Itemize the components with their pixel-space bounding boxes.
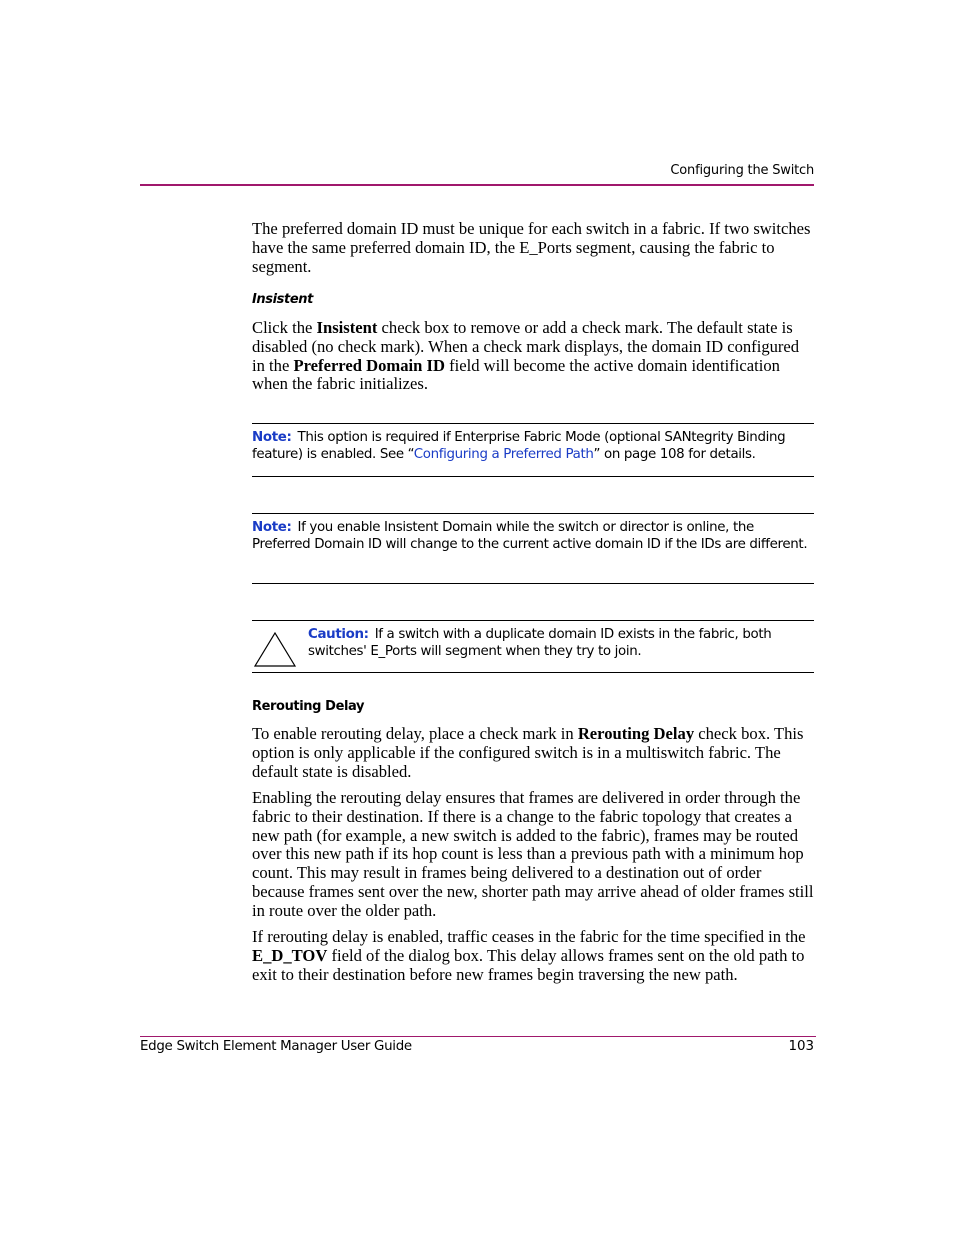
text-run: check box. This option is only applicable if the configured switch is in a multiswitch fabric. The default state is disabled. <box>252 724 804 781</box>
text-run: If a switch with a duplicate domain ID exists in the fabric, both switches' E_Ports will segment when they try to join. <box>308 627 772 659</box>
bold-term-rerouting-delay: Rerouting Delay <box>577 724 695 743</box>
note-label: Note: <box>252 430 292 445</box>
footer-guide-title: Edge Switch Element Manager User Guide <box>140 1039 412 1054</box>
text-run: field of the dialog box. This delay allows frames sent on the old path to exit to their destination before new frames begin traversing the new path. <box>252 945 805 984</box>
rerouting-paragraph-1 <box>252 725 814 781</box>
intro-paragraph: The preferred domain ID must be unique for each switch in a fabric. If two switches have the same preferred domain ID, the E_Ports segment, causing the fabric to segment. <box>252 219 811 276</box>
text-run: If you enable Insistent Domain while the switch or director is online, the Preferred Domain ID will change to the current active domain ID if the IDs are different. <box>252 520 808 552</box>
footer-rule <box>140 1036 816 1037</box>
text-run: check box to remove or add a check mark. The default state is disabled (no check mark). When a check mark displays, the domain ID configured in the <box>252 318 800 375</box>
text-run: Click the <box>252 318 317 337</box>
note-1-text <box>252 429 814 463</box>
text-run: field will become the active domain identification when the fabric initializes. <box>252 355 780 394</box>
note-2-text <box>252 519 814 553</box>
bold-term-ed-tov: E_D_TOV <box>252 945 328 965</box>
text-run: ” on page 108 for details. <box>593 447 756 462</box>
note-box-1 <box>252 423 814 477</box>
running-header: Configuring the Switch <box>670 163 814 178</box>
caution-text <box>308 626 814 660</box>
rerouting-paragraph-3-block <box>252 928 814 984</box>
text-run: If rerouting delay is enabled, traffic ceases in the fabric for the time specified in the <box>252 927 806 946</box>
caution-label: Caution: <box>308 627 369 642</box>
rerouting-delay-heading: Rerouting Delay <box>252 699 365 714</box>
rerouting-paragraph-2: Enabling the rerouting delay ensures that frames are delivered in order through the fabric to their destination. If there is a change to the fabric topology that creates a new path (for example, a new switch is added to the fabric), frames may be routed over this new path if its hop count is less than a previous path with a minimum hop count. This may result in frames being delivered to a destination out of order because frames sent over the new, shorter path may arrive ahead of older frames still in route over the older path. <box>252 788 814 920</box>
intro-paragraph-block <box>252 220 814 276</box>
text-run: This option is required if Enterprise Fabric Mode (optional SANtegrity Binding feature) is enabled. See “ <box>252 430 786 462</box>
insistent-paragraph <box>252 319 814 394</box>
insistent-heading: Insistent <box>252 292 313 307</box>
bold-term-insistent: Insistent <box>316 318 378 337</box>
note-box-2 <box>252 513 814 584</box>
caution-box <box>252 620 814 673</box>
page-number: 103 <box>788 1039 814 1054</box>
preferred-path-link[interactable]: Configuring a Preferred Path <box>413 447 594 462</box>
rerouting-paragraph-3 <box>252 928 814 984</box>
text-run: To enable rerouting delay, place a check mark in <box>252 724 578 743</box>
insistent-paragraph-block <box>252 319 814 394</box>
header-rule <box>140 184 814 186</box>
caution-triangle-icon <box>253 631 297 669</box>
bold-term-preferred-domain-id: Preferred Domain ID <box>293 355 445 375</box>
rerouting-paragraph-2-block <box>252 789 814 921</box>
note-label: Note: <box>252 520 292 535</box>
rerouting-paragraph-1-block <box>252 725 814 781</box>
